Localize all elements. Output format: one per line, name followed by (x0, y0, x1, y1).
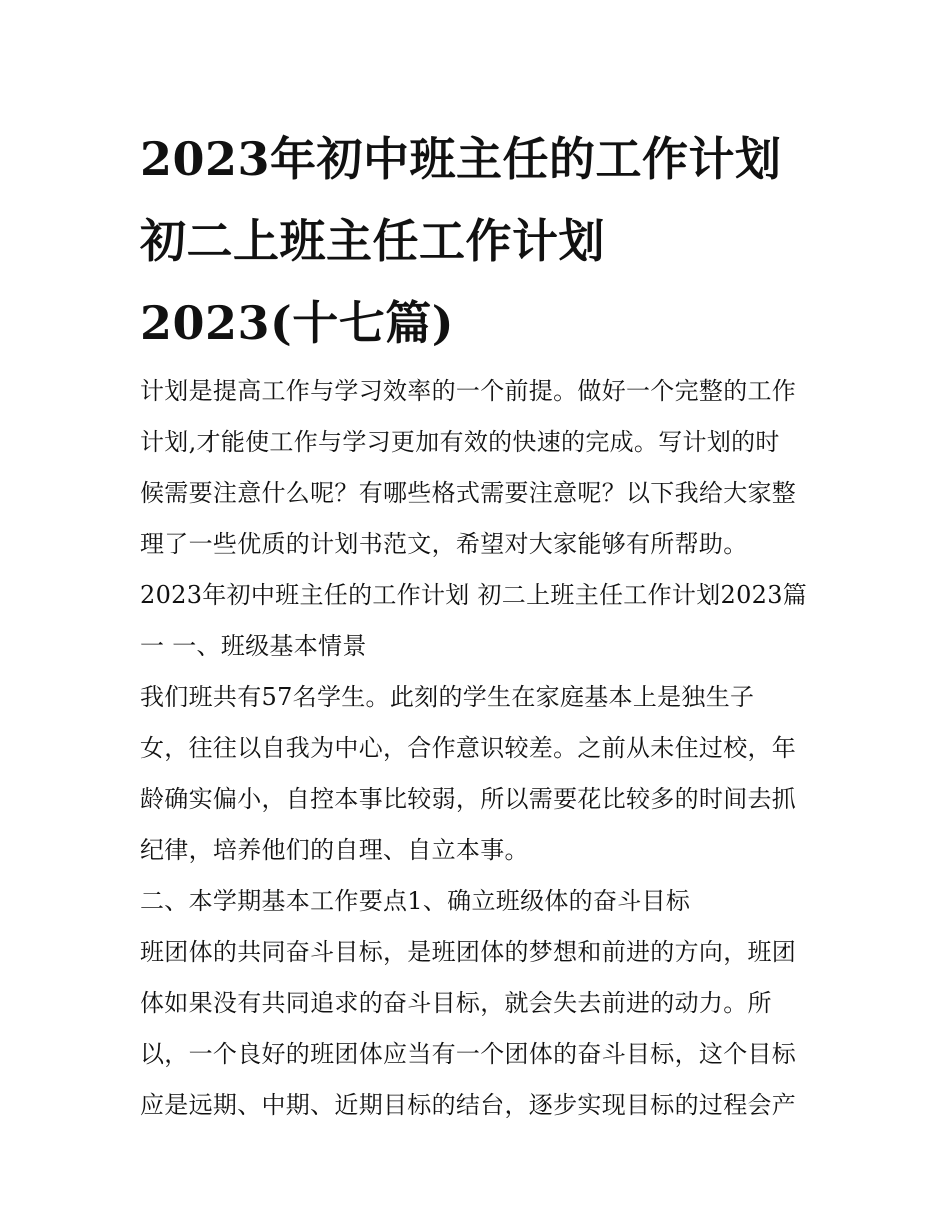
document-title (140, 118, 820, 364)
body-text-line: 计划是提高工作与学习效率的一个前提。做好一个完整的工作 (140, 377, 797, 405)
body-text-line: 候需要注意什么呢？有哪些格式需要注意呢？以下我给大家整 (140, 479, 797, 507)
body-text-line: 应是远期、中期、近期目标的结台，逐步实现目标的过程会产 (140, 1091, 797, 1119)
body-text-line: 女，往往以自我为中心，合作意识较差。之前从未住过校，年 (140, 734, 797, 762)
document-body (140, 366, 820, 1131)
section-heading-line: 一 一、班级基本情景 (140, 632, 367, 660)
section-heading-line: 二、本学期基本工作要点1、确立班级体的奋斗目标 (140, 887, 691, 915)
section-heading-line: 2023年初中班主任的工作计划 初二上班主任工作计划2023篇 (140, 581, 808, 609)
body-text-line: 我们班共有57名学生。此刻的学生在家庭基本上是独生子 (140, 683, 755, 711)
title-line: 2023(十七篇) (140, 296, 455, 350)
body-text-line: 纪律，培养他们的自理、自立本事。 (140, 836, 529, 864)
title-line: 初二上班主任工作计划 (140, 214, 605, 268)
body-text-line: 龄确实偏小，自控本事比较弱，所以需要花比较多的时间去抓 (140, 785, 797, 813)
body-text-line: 以，一个良好的班团体应当有一个团体的奋斗目标，这个目标 (140, 1040, 797, 1068)
body-text-line: 计划,才能使工作与学习更加有效的快速的完成。写计划的时 (140, 428, 780, 456)
body-text-line: 体如果没有共同追求的奋斗目标，就会失去前进的动力。所 (140, 989, 772, 1017)
document-page (140, 118, 820, 1131)
body-text-line: 理了一些优质的计划书范文，希望对大家能够有所帮助。 (140, 530, 748, 558)
body-text-line: 班团体的共同奋斗目标，是班团体的梦想和前进的方向，班团 (140, 938, 797, 966)
title-line: 2023年初中班主任的工作计划 (140, 132, 782, 186)
